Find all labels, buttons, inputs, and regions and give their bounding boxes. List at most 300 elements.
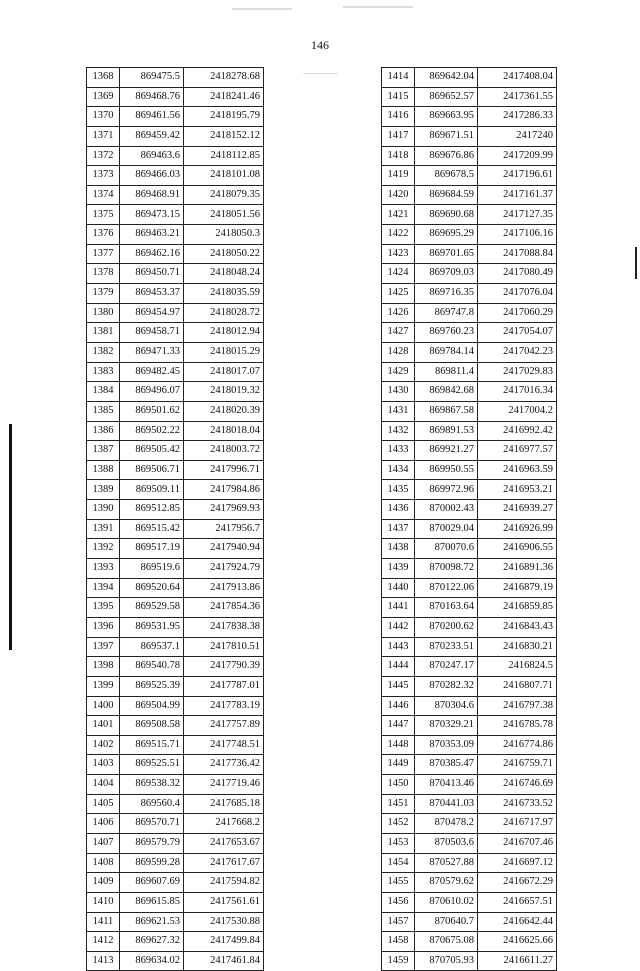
x-coordinate: 870353.09 — [415, 735, 478, 755]
y-coordinate: 2416774.86 — [478, 735, 557, 755]
y-coordinate: 2416625.66 — [478, 932, 557, 952]
y-coordinate: 2416859.85 — [478, 598, 557, 618]
y-coordinate: 2416797.38 — [478, 696, 557, 716]
y-coordinate: 2416939.27 — [478, 500, 557, 520]
x-coordinate: 869621.53 — [120, 912, 184, 932]
table-row — [382, 87, 557, 107]
point-id: 1445 — [382, 676, 415, 696]
point-id: 1388 — [87, 460, 120, 480]
y-coordinate: 2417080.49 — [478, 264, 557, 284]
table-row — [87, 264, 264, 284]
point-id: 1449 — [382, 755, 415, 775]
y-coordinate: 2416733.52 — [478, 794, 557, 814]
y-coordinate: 2417060.29 — [478, 303, 557, 323]
x-coordinate: 869525.39 — [120, 676, 184, 696]
y-coordinate: 2417076.04 — [478, 284, 557, 304]
point-id: 1370 — [87, 107, 120, 127]
point-id: 1417 — [382, 126, 415, 146]
x-coordinate: 869508.58 — [120, 716, 184, 736]
table-row — [382, 205, 557, 225]
x-coordinate: 869599.28 — [120, 853, 184, 873]
x-coordinate: 869950.55 — [415, 460, 478, 480]
y-coordinate: 2417561.61 — [184, 892, 264, 912]
table-row — [382, 146, 557, 166]
table-row — [382, 284, 557, 304]
y-coordinate: 2417161.37 — [478, 185, 557, 205]
table-row — [382, 794, 557, 814]
point-id: 1412 — [87, 932, 120, 952]
table-row — [382, 912, 557, 932]
x-coordinate: 869842.68 — [415, 382, 478, 402]
y-coordinate: 2416642.44 — [478, 912, 557, 932]
y-coordinate: 2416717.97 — [478, 814, 557, 834]
table-row — [87, 421, 264, 441]
point-id: 1453 — [382, 833, 415, 853]
y-coordinate: 2417790.39 — [184, 657, 264, 677]
table-row — [382, 323, 557, 343]
point-id: 1380 — [87, 303, 120, 323]
point-id: 1410 — [87, 892, 120, 912]
point-id: 1458 — [382, 932, 415, 952]
y-coordinate: 2417996.71 — [184, 460, 264, 480]
y-coordinate: 2418195.79 — [184, 107, 264, 127]
table-row — [382, 598, 557, 618]
y-coordinate: 2417913.86 — [184, 578, 264, 598]
y-coordinate: 2417783.19 — [184, 696, 264, 716]
point-id: 1375 — [87, 205, 120, 225]
point-id: 1384 — [87, 382, 120, 402]
y-coordinate: 2418018.04 — [184, 421, 264, 441]
x-coordinate: 869454.97 — [120, 303, 184, 323]
table-row — [87, 696, 264, 716]
point-id: 1385 — [87, 401, 120, 421]
point-id: 1430 — [382, 382, 415, 402]
x-coordinate: 870002.43 — [415, 500, 478, 520]
x-coordinate: 869519.6 — [120, 559, 184, 579]
table-row — [87, 912, 264, 932]
point-id: 1437 — [382, 519, 415, 539]
table-row — [382, 382, 557, 402]
x-coordinate: 869506.71 — [120, 460, 184, 480]
x-coordinate: 869760.23 — [415, 323, 478, 343]
x-coordinate: 869607.69 — [120, 873, 184, 893]
y-coordinate: 2416992.42 — [478, 421, 557, 441]
x-coordinate: 869468.76 — [120, 87, 184, 107]
table-row — [87, 598, 264, 618]
y-coordinate: 2416891.36 — [478, 559, 557, 579]
x-coordinate: 869676.86 — [415, 146, 478, 166]
x-coordinate: 869504.99 — [120, 696, 184, 716]
table-row — [382, 696, 557, 716]
point-id: 1369 — [87, 87, 120, 107]
y-coordinate: 2417940.94 — [184, 539, 264, 559]
point-id: 1402 — [87, 735, 120, 755]
table-row — [87, 401, 264, 421]
table-row — [87, 185, 264, 205]
y-coordinate: 2416707.46 — [478, 833, 557, 853]
table-row — [87, 500, 264, 520]
point-id: 1426 — [382, 303, 415, 323]
point-id: 1416 — [382, 107, 415, 127]
x-coordinate: 869525.51 — [120, 755, 184, 775]
point-id: 1419 — [382, 166, 415, 186]
table-row — [382, 676, 557, 696]
table-row — [87, 755, 264, 775]
x-coordinate: 869531.95 — [120, 617, 184, 637]
y-coordinate: 2416697.12 — [478, 853, 557, 873]
table-row — [87, 578, 264, 598]
table-row — [87, 676, 264, 696]
x-coordinate: 869540.78 — [120, 657, 184, 677]
point-id: 1456 — [382, 892, 415, 912]
point-id: 1396 — [87, 617, 120, 637]
y-coordinate: 2418278.68 — [184, 68, 264, 88]
table-row — [382, 421, 557, 441]
table-row — [87, 637, 264, 657]
table-row — [87, 559, 264, 579]
x-coordinate: 870029.04 — [415, 519, 478, 539]
coordinate-table-right — [381, 67, 557, 971]
x-coordinate: 869512.85 — [120, 500, 184, 520]
x-coordinate: 870385.47 — [415, 755, 478, 775]
table-row — [382, 578, 557, 598]
point-id: 1447 — [382, 716, 415, 736]
y-coordinate: 2416611.27 — [478, 951, 557, 971]
y-coordinate: 2417127.35 — [478, 205, 557, 225]
y-coordinate: 2418112.85 — [184, 146, 264, 166]
point-id: 1392 — [87, 539, 120, 559]
x-coordinate: 869695.29 — [415, 225, 478, 245]
table-row — [382, 107, 557, 127]
point-id: 1371 — [87, 126, 120, 146]
point-id: 1420 — [382, 185, 415, 205]
table-row — [382, 775, 557, 795]
table-row — [87, 794, 264, 814]
table-row — [382, 617, 557, 637]
x-coordinate: 870233.51 — [415, 637, 478, 657]
table-row — [382, 716, 557, 736]
y-coordinate: 2417530.88 — [184, 912, 264, 932]
y-coordinate: 2418020.39 — [184, 401, 264, 421]
table-row — [382, 480, 557, 500]
x-coordinate: 870610.02 — [415, 892, 478, 912]
x-coordinate: 870527.88 — [415, 853, 478, 873]
table-row — [87, 539, 264, 559]
x-coordinate: 869579.79 — [120, 833, 184, 853]
scan-smudge — [232, 8, 292, 10]
point-id: 1423 — [382, 244, 415, 264]
y-coordinate: 2417668.2 — [184, 814, 264, 834]
table-row — [87, 716, 264, 736]
scan-smudge — [343, 6, 413, 8]
point-id: 1389 — [87, 480, 120, 500]
x-coordinate: 869509.11 — [120, 480, 184, 500]
table-row — [87, 166, 264, 186]
x-coordinate: 869505.42 — [120, 441, 184, 461]
point-id: 1405 — [87, 794, 120, 814]
x-coordinate: 869747.8 — [415, 303, 478, 323]
x-coordinate: 869784.14 — [415, 342, 478, 362]
x-coordinate: 869458.71 — [120, 323, 184, 343]
point-id: 1387 — [87, 441, 120, 461]
point-id: 1374 — [87, 185, 120, 205]
x-coordinate: 869678.5 — [415, 166, 478, 186]
table-row — [382, 225, 557, 245]
y-coordinate: 2417286.33 — [478, 107, 557, 127]
x-coordinate: 869517.19 — [120, 539, 184, 559]
point-id: 1415 — [382, 87, 415, 107]
point-id: 1381 — [87, 323, 120, 343]
y-coordinate: 2416879.19 — [478, 578, 557, 598]
table-row — [87, 382, 264, 402]
table-row — [87, 323, 264, 343]
y-coordinate: 2418019.32 — [184, 382, 264, 402]
y-coordinate: 2417088.84 — [478, 244, 557, 264]
x-coordinate: 869627.32 — [120, 932, 184, 952]
x-coordinate: 869515.42 — [120, 519, 184, 539]
point-id: 1390 — [87, 500, 120, 520]
point-id: 1452 — [382, 814, 415, 834]
y-coordinate: 2418241.46 — [184, 87, 264, 107]
x-coordinate: 870413.46 — [415, 775, 478, 795]
point-id: 1368 — [87, 68, 120, 88]
y-coordinate: 2416843.43 — [478, 617, 557, 637]
y-coordinate: 2417854.36 — [184, 598, 264, 618]
table-row — [87, 342, 264, 362]
x-coordinate: 869463.21 — [120, 225, 184, 245]
y-coordinate: 2417787.01 — [184, 676, 264, 696]
point-id: 1436 — [382, 500, 415, 520]
y-coordinate: 2417461.84 — [184, 951, 264, 971]
point-id: 1377 — [87, 244, 120, 264]
x-coordinate: 869466.03 — [120, 166, 184, 186]
x-coordinate: 869634.02 — [120, 951, 184, 971]
x-coordinate: 869450.71 — [120, 264, 184, 284]
x-coordinate: 869529.58 — [120, 598, 184, 618]
table-row — [382, 500, 557, 520]
table-row — [87, 735, 264, 755]
table-row — [382, 951, 557, 971]
y-coordinate: 2418015.29 — [184, 342, 264, 362]
table-row — [87, 951, 264, 971]
table-row — [382, 362, 557, 382]
point-id: 1435 — [382, 480, 415, 500]
x-coordinate: 870304.6 — [415, 696, 478, 716]
x-coordinate: 869684.59 — [415, 185, 478, 205]
table-row — [87, 873, 264, 893]
x-coordinate: 869642.04 — [415, 68, 478, 88]
x-coordinate: 869453.37 — [120, 284, 184, 304]
x-coordinate: 869515.71 — [120, 735, 184, 755]
y-coordinate: 2416824.5 — [478, 657, 557, 677]
x-coordinate: 869475.5 — [120, 68, 184, 88]
point-id: 1379 — [87, 284, 120, 304]
point-id: 1372 — [87, 146, 120, 166]
table-row — [382, 342, 557, 362]
table-row — [382, 833, 557, 853]
scan-smudge — [303, 73, 338, 74]
scan-edge-mark-right — [635, 247, 637, 279]
point-id: 1441 — [382, 598, 415, 618]
table-row — [87, 480, 264, 500]
x-coordinate: 869461.56 — [120, 107, 184, 127]
point-id: 1383 — [87, 362, 120, 382]
point-id: 1438 — [382, 539, 415, 559]
y-coordinate: 2418050.3 — [184, 225, 264, 245]
point-id: 1455 — [382, 873, 415, 893]
table-row — [382, 264, 557, 284]
y-coordinate: 2417029.83 — [478, 362, 557, 382]
point-id: 1401 — [87, 716, 120, 736]
y-coordinate: 2417924.79 — [184, 559, 264, 579]
x-coordinate: 870705.93 — [415, 951, 478, 971]
y-coordinate: 2417594.82 — [184, 873, 264, 893]
page-number: 146 — [311, 38, 329, 52]
table-row — [382, 244, 557, 264]
table-row — [382, 185, 557, 205]
y-coordinate: 2417685.18 — [184, 794, 264, 814]
y-coordinate: 2417617.67 — [184, 853, 264, 873]
point-id: 1378 — [87, 264, 120, 284]
table-row — [87, 657, 264, 677]
x-coordinate: 869459.42 — [120, 126, 184, 146]
y-coordinate: 2417054.07 — [478, 323, 557, 343]
x-coordinate: 869652.57 — [415, 87, 478, 107]
point-id: 1444 — [382, 657, 415, 677]
point-id: 1459 — [382, 951, 415, 971]
x-coordinate: 869462.16 — [120, 244, 184, 264]
point-id: 1403 — [87, 755, 120, 775]
y-coordinate: 2418028.72 — [184, 303, 264, 323]
point-id: 1428 — [382, 342, 415, 362]
point-id: 1451 — [382, 794, 415, 814]
y-coordinate: 2417240 — [478, 126, 557, 146]
y-coordinate: 2418051.56 — [184, 205, 264, 225]
x-coordinate: 869663.95 — [415, 107, 478, 127]
table-row — [382, 873, 557, 893]
table-row — [382, 853, 557, 873]
point-id: 1394 — [87, 578, 120, 598]
point-id: 1407 — [87, 833, 120, 853]
x-coordinate: 869690.68 — [415, 205, 478, 225]
table-row — [382, 637, 557, 657]
x-coordinate: 869501.62 — [120, 401, 184, 421]
table-row — [382, 814, 557, 834]
table-row — [87, 932, 264, 952]
point-id: 1442 — [382, 617, 415, 637]
table-row — [87, 814, 264, 834]
table-row — [87, 892, 264, 912]
table-row — [382, 303, 557, 323]
table-row — [382, 519, 557, 539]
point-id: 1422 — [382, 225, 415, 245]
table-row — [87, 460, 264, 480]
y-coordinate: 2417736.42 — [184, 755, 264, 775]
y-coordinate: 2418101.08 — [184, 166, 264, 186]
x-coordinate: 869921.27 — [415, 441, 478, 461]
point-id: 1398 — [87, 657, 120, 677]
table-row — [87, 87, 264, 107]
y-coordinate: 2418003.72 — [184, 441, 264, 461]
table-row — [382, 460, 557, 480]
y-coordinate: 2416657.51 — [478, 892, 557, 912]
table-row — [87, 68, 264, 88]
table-row — [382, 401, 557, 421]
y-coordinate: 2417719.46 — [184, 775, 264, 795]
table-row — [87, 303, 264, 323]
y-coordinate: 2416672.29 — [478, 873, 557, 893]
x-coordinate: 869709.03 — [415, 264, 478, 284]
point-id: 1397 — [87, 637, 120, 657]
point-id: 1425 — [382, 284, 415, 304]
table-row — [87, 225, 264, 245]
x-coordinate: 869560.4 — [120, 794, 184, 814]
y-coordinate: 2417016.34 — [478, 382, 557, 402]
y-coordinate: 2417748.51 — [184, 735, 264, 755]
y-coordinate: 2417757.89 — [184, 716, 264, 736]
table-row — [87, 833, 264, 853]
point-id: 1418 — [382, 146, 415, 166]
x-coordinate: 869867.58 — [415, 401, 478, 421]
point-id: 1395 — [87, 598, 120, 618]
x-coordinate: 869537.1 — [120, 637, 184, 657]
point-id: 1382 — [87, 342, 120, 362]
y-coordinate: 2417196.61 — [478, 166, 557, 186]
point-id: 1391 — [87, 519, 120, 539]
x-coordinate: 870200.62 — [415, 617, 478, 637]
x-coordinate: 870122.06 — [415, 578, 478, 598]
table-row — [87, 146, 264, 166]
table-row — [87, 519, 264, 539]
table-row — [87, 284, 264, 304]
point-id: 1409 — [87, 873, 120, 893]
coordinate-table-left — [86, 67, 264, 971]
table-row — [382, 126, 557, 146]
x-coordinate: 870070.6 — [415, 539, 478, 559]
y-coordinate: 2416977.57 — [478, 441, 557, 461]
point-id: 1427 — [382, 323, 415, 343]
point-id: 1411 — [87, 912, 120, 932]
point-id: 1433 — [382, 441, 415, 461]
y-coordinate: 2417042.23 — [478, 342, 557, 362]
x-coordinate: 870675.08 — [415, 932, 478, 952]
point-id: 1376 — [87, 225, 120, 245]
table-row — [87, 244, 264, 264]
y-coordinate: 2418152.12 — [184, 126, 264, 146]
table-row — [382, 68, 557, 88]
point-id: 1431 — [382, 401, 415, 421]
x-coordinate: 870579.62 — [415, 873, 478, 893]
x-coordinate: 870329.21 — [415, 716, 478, 736]
point-id: 1454 — [382, 853, 415, 873]
table-row — [87, 205, 264, 225]
x-coordinate: 870163.64 — [415, 598, 478, 618]
table-row — [87, 441, 264, 461]
y-coordinate: 2417838.38 — [184, 617, 264, 637]
x-coordinate: 869468.91 — [120, 185, 184, 205]
x-coordinate: 869671.51 — [415, 126, 478, 146]
point-id: 1443 — [382, 637, 415, 657]
point-id: 1404 — [87, 775, 120, 795]
table-row — [87, 775, 264, 795]
x-coordinate: 869471.33 — [120, 342, 184, 362]
x-coordinate: 869701.65 — [415, 244, 478, 264]
x-coordinate: 869972.96 — [415, 480, 478, 500]
point-id: 1450 — [382, 775, 415, 795]
y-coordinate: 2416963.59 — [478, 460, 557, 480]
point-id: 1424 — [382, 264, 415, 284]
y-coordinate: 2417361.55 — [478, 87, 557, 107]
